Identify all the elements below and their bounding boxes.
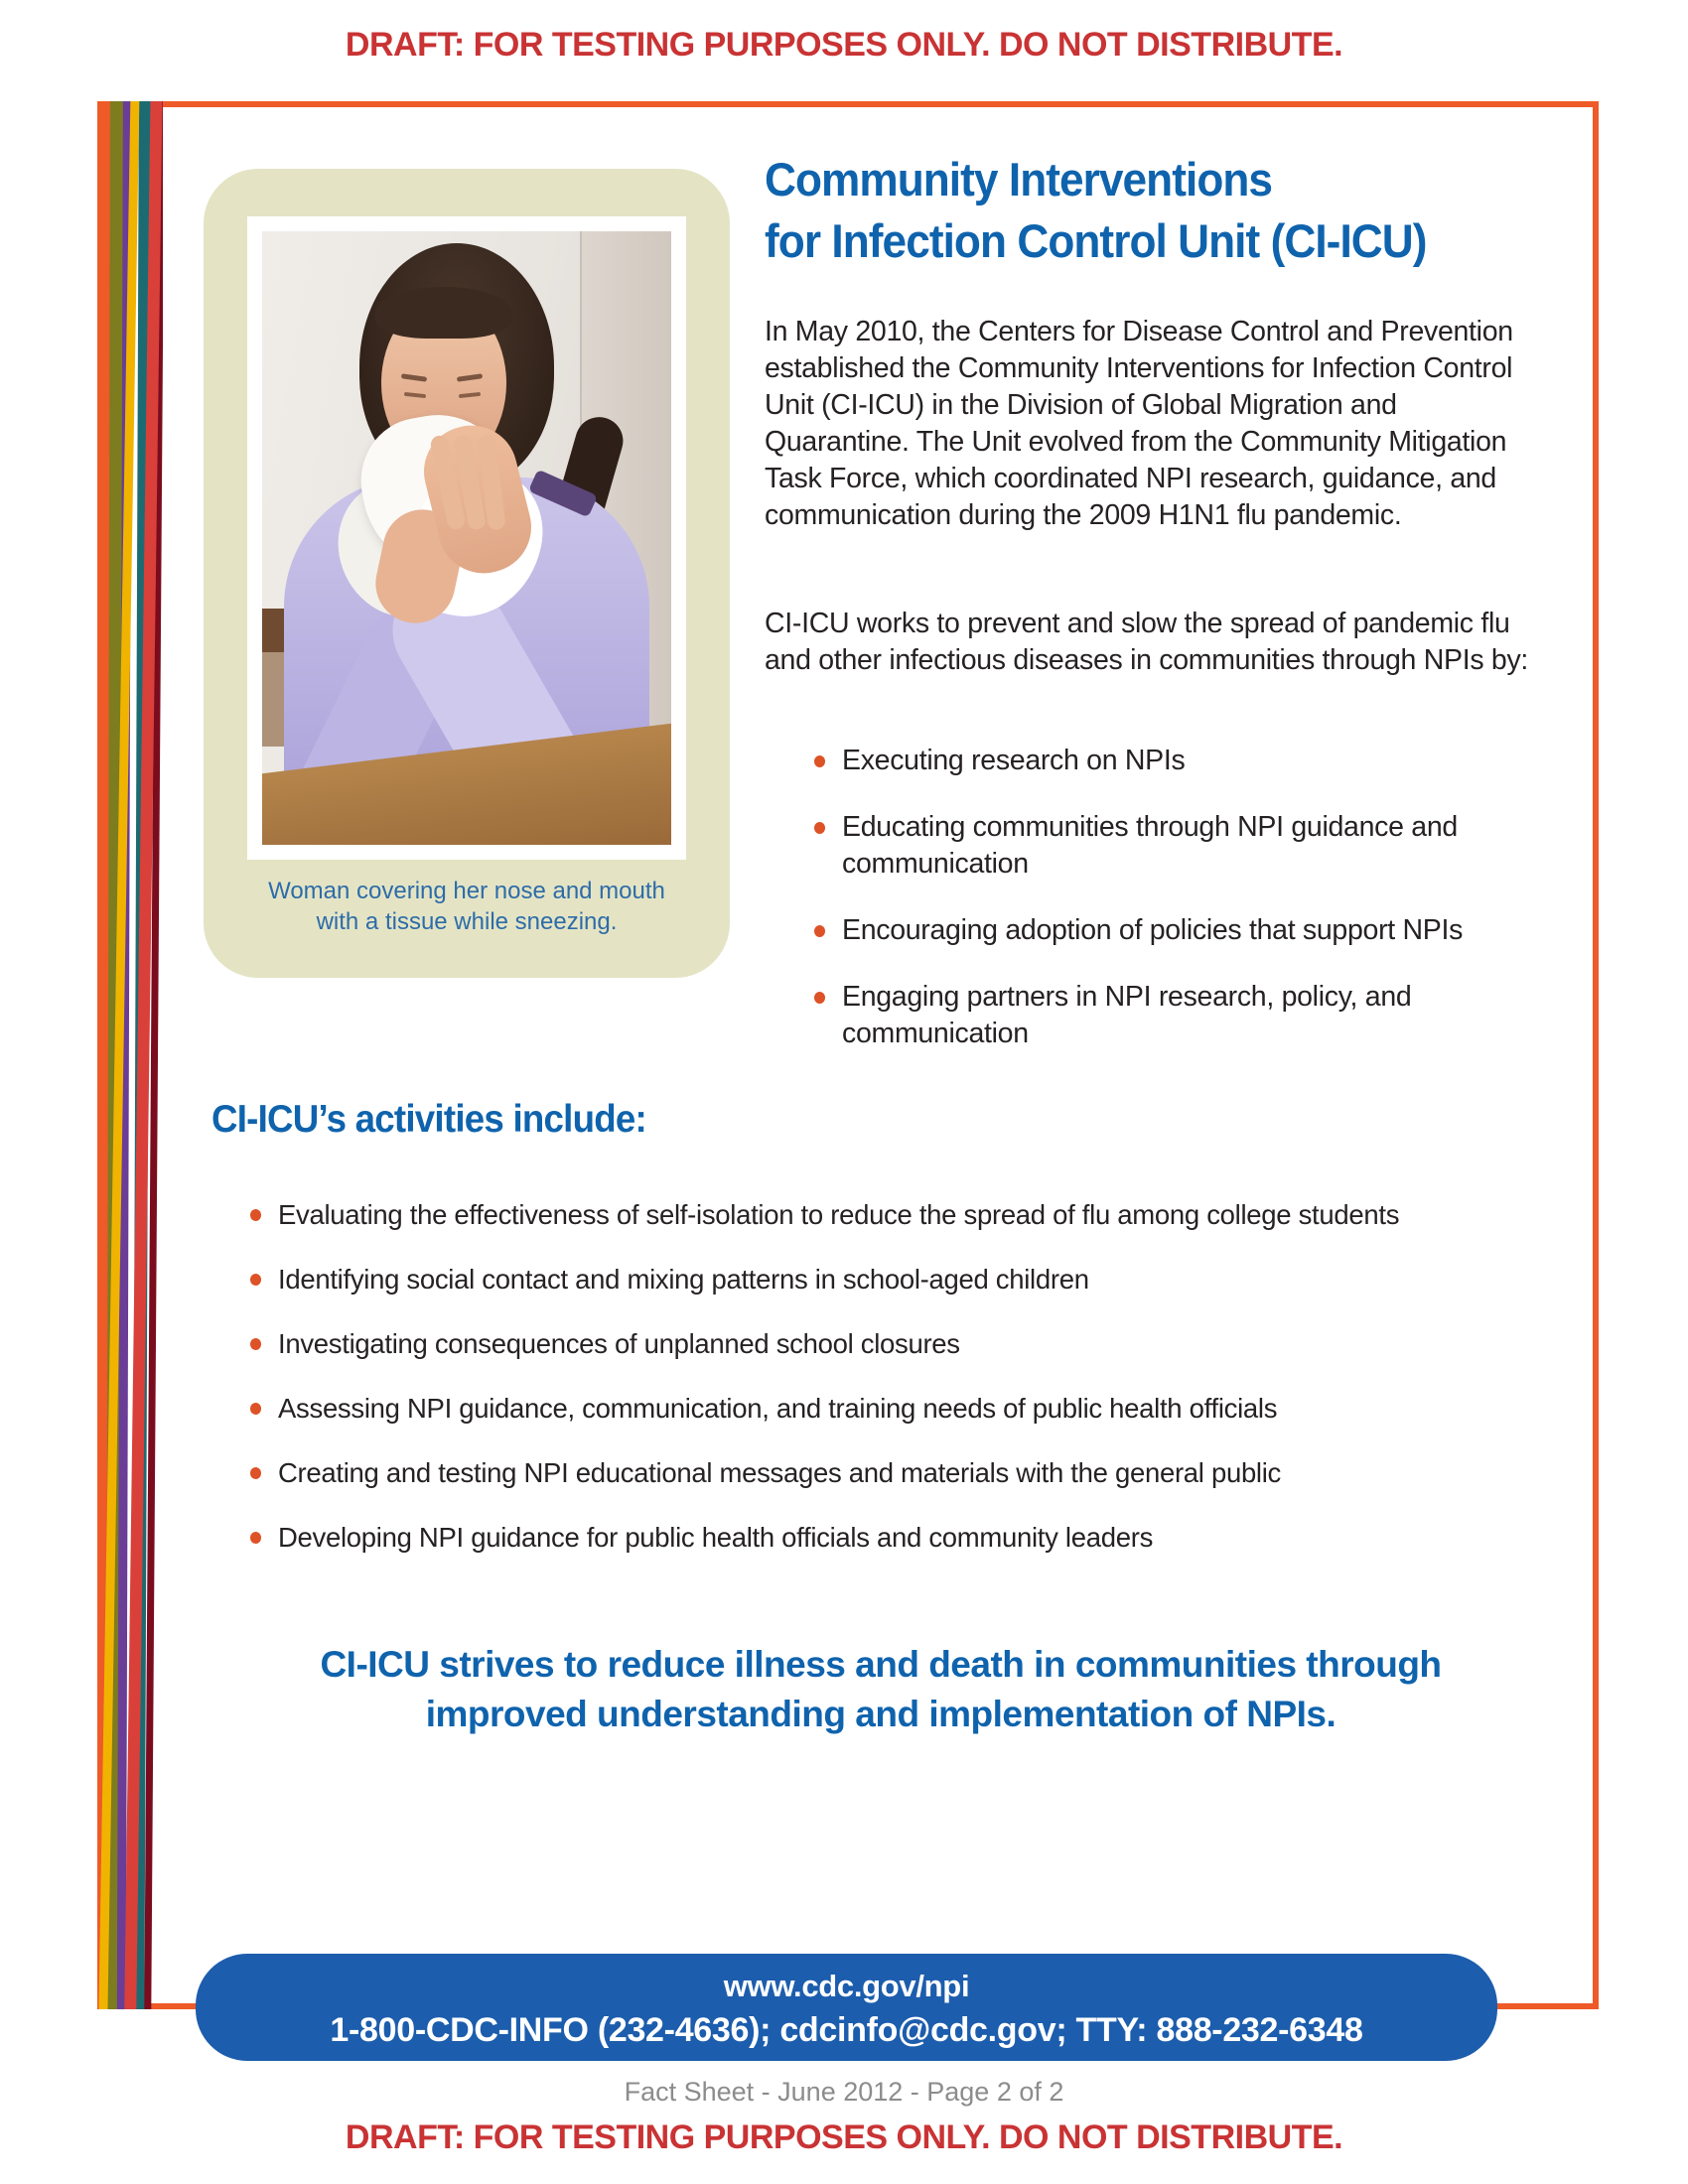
photo-caption: Woman covering her nose and mouth with a tissue while sneezing. [268,878,665,935]
activity-bullet-item: Assessing NPI guidance, communication, and training needs of public health officials [248,1390,1569,1427]
activity-bullet-item: Creating and testing NPI educational messages and materials with the general public [248,1454,1569,1491]
npi-bullet-list [812,743,1519,1082]
activities-bullet-list [248,1196,1569,1583]
sneezing-woman-photo [262,231,671,845]
intro-paragraph: In May 2010, the Centers for Disease Control and Prevention established the Community Interventions for Infection Control Unit (CI-ICU) in the Division of Global Migration and Quarantine. The Unit evolved from the Community Mitigation Task Force, which coordinated NPI research, guidance, and communication during the 2009 H1N1 flu pandemic. [765,316,1513,531]
activities-heading: CI-ICU’s activities include: [211,1098,646,1141]
decorative-stripes [97,101,163,2009]
footer-contact: 1-800-CDC-INFO (232-4636); cdcinfo@cdc.gov; TTY: 888-232-6348 [330,2011,1363,2049]
activity-bullet-item: Identifying social contact and mixing patterns in school-aged children [248,1261,1569,1297]
page-title-line2: for Infection Control Unit (CI-ICU) [765,214,1427,267]
npi-bullet-item: Educating communities through NPI guidance and communication [812,809,1519,883]
activity-bullet-item: Investigating consequences of unplanned school closures [248,1325,1569,1362]
draft-banner-top: DRAFT: FOR TESTING PURPOSES ONLY. DO NOT DISTRIBUTE. [345,26,1343,64]
footer-bar [196,1954,1497,2061]
footer-url: www.cdc.gov/npi [723,1969,970,2003]
activity-bullet-item: Evaluating the effectiveness of self-isolation to reduce the spread of flu among college students [248,1196,1569,1233]
photo-frame [247,216,686,860]
photo-card [204,169,730,978]
activity-bullet-item: Developing NPI guidance for public health officials and community leaders [248,1519,1569,1556]
npi-bullet-item: Executing research on NPIs [812,743,1519,779]
page-title [765,149,1511,272]
works-paragraph: CI-ICU works to prevent and slow the spread of pandemic flu and other infectious diseases in communities through NPIs by: [765,608,1529,676]
npi-bullet-item: Encouraging adoption of policies that support NPIs [812,912,1519,949]
fact-sheet-note: Fact Sheet - June 2012 - Page 2 of 2 [624,2077,1064,2107]
mission-statement: CI-ICU strives to reduce illness and death in communities through improved understanding and implementation of NPIs. [320,1644,1442,1734]
page-title-line1: Community Interventions [765,153,1273,205]
draft-banner-bottom: DRAFT: FOR TESTING PURPOSES ONLY. DO NOT DISTRIBUTE. [345,2118,1343,2156]
npi-bullet-item: Engaging partners in NPI research, policy, and communication [812,979,1519,1052]
